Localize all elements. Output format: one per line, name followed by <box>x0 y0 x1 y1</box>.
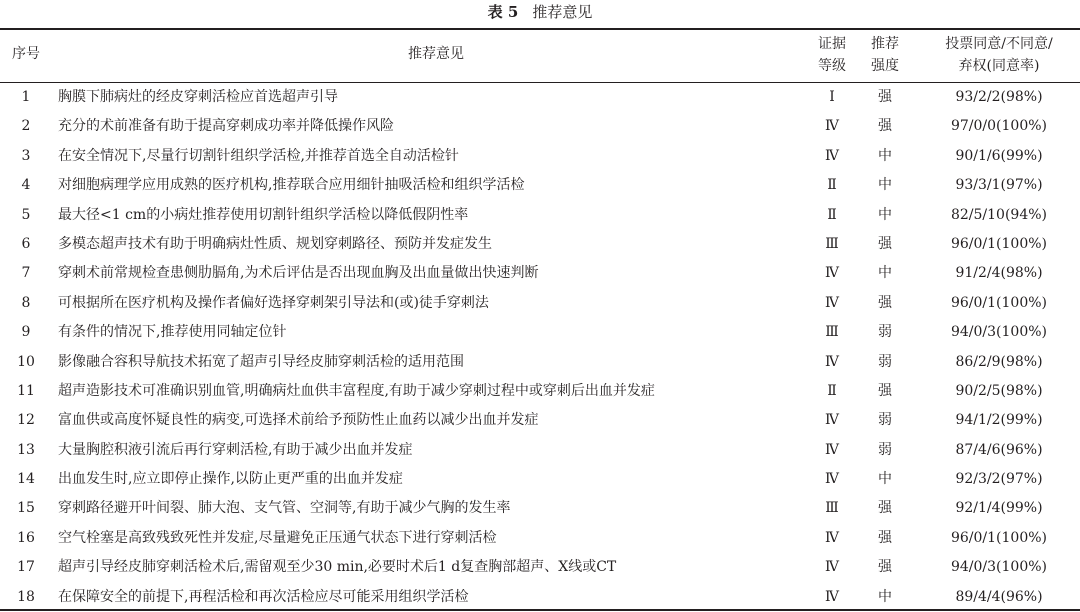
row-recommendation: 超声引导经皮肺穿刺活检术后,需留观至少30 min,必要时术后1 d复查胸部超声、X线或CT <box>58 559 617 576</box>
row-evidence-level: Ⅱ <box>827 177 837 194</box>
table-row <box>0 318 1080 347</box>
row-serial-no: 17 <box>17 559 35 576</box>
row-vote: 94/0/3(100%) <box>950 559 1047 576</box>
row-recommendation: 空气栓塞是高致残致死性并发症,尽量避免正压通气状态下进行穿刺活检 <box>58 529 497 546</box>
row-serial-no: 12 <box>17 412 35 429</box>
row-vote: 94/1/2(99%) <box>955 412 1043 429</box>
table-caption <box>0 0 1080 26</box>
row-serial-no: 9 <box>21 324 31 341</box>
row-evidence-level: Ⅲ <box>825 324 839 341</box>
table-row <box>0 377 1080 406</box>
row-strength: 中 <box>878 206 892 223</box>
row-vote: 93/2/2(98%) <box>955 89 1043 105</box>
row-strength: 强 <box>878 382 892 399</box>
row-recommendation: 最大径<1 cm的小病灶推荐使用切割针组织学活检以降低假阴性率 <box>58 206 469 223</box>
table-number: 表 5 <box>487 3 519 21</box>
row-serial-no: 16 <box>17 529 35 546</box>
row-strength: 中 <box>878 471 892 488</box>
row-evidence-level: Ⅰ <box>829 89 835 105</box>
row-serial-no: 10 <box>17 353 35 370</box>
row-recommendation: 影像融合容积导航技术拓宽了超声引导经皮肺穿刺活检的适用范围 <box>58 353 464 370</box>
table-row <box>0 142 1080 171</box>
row-strength: 强 <box>878 118 892 135</box>
row-strength: 中 <box>878 147 892 164</box>
row-strength: 强 <box>878 559 892 576</box>
table-row <box>0 406 1080 435</box>
row-evidence-level: Ⅳ <box>825 353 839 370</box>
row-evidence-level: Ⅳ <box>825 412 839 429</box>
row-recommendation: 大量胸腔积液引流后再行穿刺活检,有助于减少出血并发症 <box>58 441 413 458</box>
row-recommendation: 穿刺路径避开叶间裂、肺大泡、支气管、空洞等,有助于减少气胸的发生率 <box>58 500 511 517</box>
table-row <box>0 583 1080 612</box>
row-recommendation: 富血供或高度怀疑良性的病变,可选择术前给予预防性止血药以减少出血并发症 <box>58 412 539 429</box>
row-recommendation: 充分的术前准备有助于提高穿刺成功率并降低操作风险 <box>58 118 394 135</box>
row-strength: 强 <box>878 500 892 517</box>
row-vote: 93/3/1(97%) <box>955 177 1043 194</box>
row-evidence-level: Ⅳ <box>825 441 839 458</box>
table-row <box>0 436 1080 465</box>
row-vote: 91/2/4(98%) <box>955 265 1043 282</box>
table-row <box>0 230 1080 259</box>
row-strength: 中 <box>878 588 892 605</box>
header-strength <box>860 33 910 77</box>
row-strength: 强 <box>878 235 892 252</box>
row-vote: 94/0/3(100%) <box>950 324 1047 341</box>
header-evidence-line1: 证据 <box>818 36 846 52</box>
row-serial-no: 3 <box>21 147 31 164</box>
table-row <box>0 201 1080 230</box>
row-evidence-level: Ⅳ <box>825 529 839 546</box>
row-strength: 强 <box>878 294 892 311</box>
row-evidence-level: Ⅳ <box>825 118 839 135</box>
row-recommendation: 超声造影技术可准确识别血管,明确病灶血供丰富程度,有助于减少穿刺过程中或穿刺后出血并发症 <box>58 382 655 399</box>
table-row <box>0 112 1080 141</box>
table-row <box>0 171 1080 200</box>
row-vote: 92/1/4(99%) <box>955 500 1043 517</box>
row-vote: 97/0/0(100%) <box>950 118 1047 135</box>
row-recommendation: 在保障安全的前提下,再程活检和再次活检应尽可能采用组织学活检 <box>58 588 469 605</box>
row-vote: 90/2/5(98%) <box>955 382 1043 399</box>
row-vote: 96/0/1(100%) <box>950 294 1047 311</box>
row-serial-no: 14 <box>17 471 35 488</box>
header-vote-line1: 投票同意/不同意/ <box>945 36 1053 52</box>
row-strength: 中 <box>878 177 892 194</box>
row-evidence-level: Ⅱ <box>827 382 837 399</box>
row-evidence-level: Ⅲ <box>825 235 839 252</box>
table-row <box>0 259 1080 288</box>
table-row <box>0 348 1080 377</box>
row-vote: 89/4/4(96%) <box>955 588 1043 605</box>
row-strength: 中 <box>878 265 892 282</box>
row-recommendation: 穿刺术前常规检查患侧肋膈角,为术后评估是否出现血胸及出血量做出快速判断 <box>58 265 539 282</box>
table-row <box>0 524 1080 553</box>
row-serial-no: 4 <box>21 177 31 194</box>
row-serial-no: 7 <box>21 265 31 282</box>
row-vote: 92/3/2(97%) <box>955 471 1043 488</box>
row-recommendation: 有条件的情况下,推荐使用同轴定位针 <box>58 324 287 341</box>
table-header <box>0 30 1080 82</box>
row-evidence-level: Ⅲ <box>825 500 839 517</box>
header-strength-line2: 强度 <box>871 58 899 74</box>
row-strength: 弱 <box>878 324 892 341</box>
table-row <box>0 553 1080 582</box>
bottom-rule <box>0 609 1080 611</box>
row-serial-no: 2 <box>21 118 31 135</box>
row-strength: 弱 <box>878 412 892 429</box>
row-evidence-level: Ⅳ <box>825 147 839 164</box>
row-vote: 96/0/1(100%) <box>950 529 1047 546</box>
row-vote: 96/0/1(100%) <box>950 235 1047 252</box>
row-strength: 弱 <box>878 441 892 458</box>
row-evidence-level: Ⅳ <box>825 294 839 311</box>
row-evidence-level: Ⅳ <box>825 588 839 605</box>
row-recommendation: 可根据所在医疗机构及操作者偏好选择穿刺架引导法和(或)徒手穿刺法 <box>58 294 489 311</box>
table-row <box>0 465 1080 494</box>
row-serial-no: 1 <box>21 89 31 105</box>
header-vote-line2: 弃权(同意率) <box>958 58 1040 74</box>
row-evidence-level: Ⅳ <box>825 265 839 282</box>
row-evidence-level: Ⅱ <box>827 206 837 223</box>
row-vote: 86/2/9(98%) <box>955 353 1043 370</box>
row-recommendation: 胸膜下肺病灶的经皮穿刺活检应首选超声引导 <box>58 89 338 105</box>
table-row <box>0 289 1080 318</box>
header-strength-line1: 推荐 <box>871 36 899 52</box>
table-row <box>0 494 1080 523</box>
row-vote: 82/5/10(94%) <box>950 206 1047 223</box>
row-strength: 强 <box>878 89 892 105</box>
row-serial-no: 5 <box>21 206 31 223</box>
row-serial-no: 18 <box>17 588 35 605</box>
row-serial-no: 11 <box>17 382 35 399</box>
row-strength: 强 <box>878 529 892 546</box>
header-evidence-line2: 等级 <box>818 58 846 74</box>
header-evidence-level <box>806 33 858 77</box>
row-vote: 87/4/6(96%) <box>955 441 1043 458</box>
row-vote: 90/1/6(99%) <box>955 147 1043 164</box>
header-serial-no: 序号 <box>12 46 40 62</box>
header-recommendation: 推荐意见 <box>408 46 464 62</box>
table-row <box>0 83 1080 112</box>
row-recommendation: 多模态超声技术有助于明确病灶性质、规划穿刺路径、预防并发症发生 <box>58 235 492 252</box>
row-evidence-level: Ⅳ <box>825 471 839 488</box>
row-recommendation: 对细胞病理学应用成熟的医疗机构,推荐联合应用细针抽吸活检和组织学活检 <box>58 177 525 194</box>
row-evidence-level: Ⅳ <box>825 559 839 576</box>
table-title: 推荐意见 <box>532 3 593 21</box>
row-strength: 弱 <box>878 353 892 370</box>
row-recommendation: 在安全情况下,尽量行切割针组织学活检,并推荐首选全自动活检针 <box>58 147 459 164</box>
row-serial-no: 13 <box>17 441 35 458</box>
header-vote <box>918 33 1080 77</box>
row-serial-no: 15 <box>17 500 35 517</box>
row-serial-no: 6 <box>21 235 31 252</box>
row-recommendation: 出血发生时,应立即停止操作,以防止更严重的出血并发症 <box>58 471 403 488</box>
table-body <box>0 83 1080 612</box>
row-serial-no: 8 <box>21 294 31 311</box>
